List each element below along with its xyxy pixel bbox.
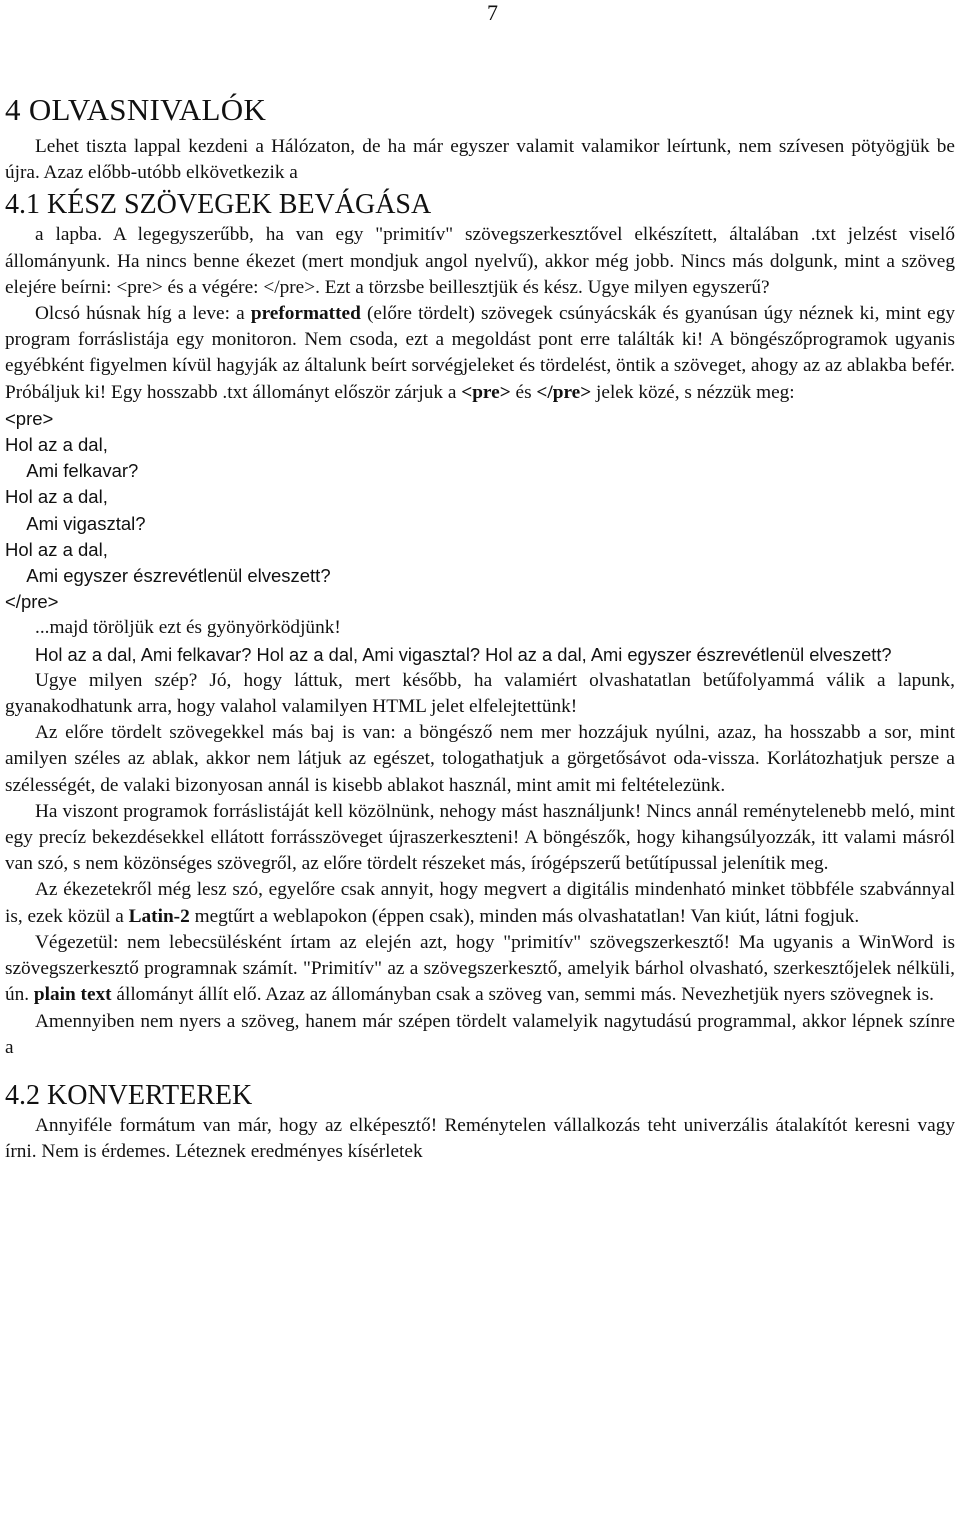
code-line: Hol az a dal, xyxy=(5,434,108,456)
section-heading-4-1: 4.1 KÉSZ SZÖVEGEK BEVÁGÁSA xyxy=(5,189,432,221)
code-block xyxy=(5,406,955,616)
intro-paragraph: Lehet tiszta lappal kezdeni a Hálózaton, de ha már egyszer valamit valamikor leírtunk, nem szívesen pötyögjük be újra. Azaz előbb-utóbb elkövetkezik a xyxy=(5,136,955,184)
bold-close-pre-tag: </pre> xyxy=(536,381,592,403)
bold-pre-tag: <pre> xyxy=(461,381,511,403)
paragraph-plain-text: Végezetül: nem lebecsülésként írtam az elején azt, hogy "primitív" szövegszerkesztő! Ma ugyanis a WinWord is szövegszerkesztő programnak számít. "Primitív" az a szövegszerkesztő, amelyik bárhol olvasható, szerkesztőjelek nélküli, ún. plain text állományt állít elő. Azaz az állományban csak a szöveg van, semmi más. Nevezhetjük nyers szövegnek is. xyxy=(5,931,955,1006)
paragraph-source-code: Ha viszont programok forráslistáját kell közölnünk, nehogy mást használjunk! Nincs annál reménytelenebb meló, mint egy precíz bekezdésekkel ellátott forrásszöveget újraszerkeszteni! A böngészők, hogy kihangsúlyozzák, itt valami másról van szó, s nem közönséges szövegről, az előre tördelt részeket más, írógépszerű betűtípussal jelenítik meg. xyxy=(5,800,955,875)
section-heading-4-2: 4.2 KONVERTEREK xyxy=(5,1079,253,1111)
paragraph-preformatted: Olcsó húsnak híg a leve: a preformatted (előre tördelt) szövegek csúnyácskák és gyanúsan úgy néznek ki, mint egy program forráslistája egy monitoron. Nem csoda, ezt a megoldást pont erre találták ki! A böngészőprogramok ugyanis egyébként figyelmen kívül hagyják az általunk beírt sorvégjeleket és tördelést, öntik a szöveget, ahogy az az ablakba befér. Próbáljuk ki! Egy hosszabb .txt állományt először zárjuk a <pre> és </pre> jelek közé, s nézzük meg: xyxy=(5,303,955,403)
page-number: 7 xyxy=(487,0,498,25)
section-heading-4: 4 OLVASNIVALÓK xyxy=(5,92,267,127)
bold-latin2: Latin-2 xyxy=(128,905,190,927)
code-line: Ami egyszer észrevétlenül elveszett? xyxy=(17,565,331,587)
flowed-poem: Hol az a dal, Ami felkavar? Hol az a dal, Ami vigasztal? Hol az a dal, Ami egyszer észrevétlenül elveszett? xyxy=(35,643,892,665)
code-line: Ami vigasztal? xyxy=(17,512,146,534)
code-line: <pre> xyxy=(5,407,54,429)
bold-plain-text: plain text xyxy=(33,984,112,1006)
code-line: Hol az a dal, xyxy=(5,486,108,508)
paragraph-accents: Az ékezetekről még lesz szó, egyelőre csak annyit, hogy megvert a digitális mindenható minket többféle szabvánnyal is, ezek közül a Latin-2 megtűrt a weblapokon (éppen csak), minden más olvashatatlan! Van kiút, látni fogjuk. xyxy=(5,879,955,927)
paragraph-converters-intro: Amennyiben nem nyers a szöveg, hanem már szépen tördelt valamelyik nagytudású programmal, akkor lépnek színre a xyxy=(5,1010,955,1058)
code-line: Ami felkavar? xyxy=(17,460,139,482)
paragraph-problem: Az előre tördelt szövegekkel más baj is van: a böngésző nem mer hozzájuk nyúlni, azaz, ha hosszabb a sor, mint amilyen széles az ablak, akkor nem látjuk az egészet, tologathatjuk a görgetősávot oda-vissza. Korlátozhatjuk persze a szélességét, de valaki bizonyosan annál is kisebb ablakot használ, mint amit mi feltételezünk. xyxy=(5,722,955,796)
paragraph-txt-files: a lapba. A legegyszerűbb, ha van egy "primitív" szövegszerkesztővel elkészített, általában .txt jelzést viselő állományunk. Ha nincs benne ékezet (mert mondjuk angol nyelvű), akkor még jobb. Nincs más dolgunk, mint a szöveg elejére beírni: <pre> és a végére: </pre>. Ezt a törzsbe beillesztjük és kész. Ugye milyen egyszerű? xyxy=(5,224,955,298)
paragraph-converters: Annyiféle formátum van már, hogy az elképesztő! Reménytelen vállalkozás teht univerzális átalakítót keresni vagy írni. Nem is érdemes. Léteznek eredményes kísérletek xyxy=(5,1114,955,1163)
code-line: Hol az a dal, xyxy=(5,538,108,560)
code-line: </pre> xyxy=(5,591,59,613)
paragraph-nice: Ugye milyen szép? Jó, hogy láttuk, mert később, ha valamiért olvashatatlan betűfolyammá válik a lapunk, gyanakodhatunk arra, hogy valahol valamilyen HTML jelet elfelejtettünk! xyxy=(5,669,955,718)
document-body xyxy=(5,92,955,1165)
bold-preformatted: preformatted xyxy=(250,303,361,325)
after-code-line: ...majd töröljük ezt és gyönyörködjünk! xyxy=(35,617,341,639)
